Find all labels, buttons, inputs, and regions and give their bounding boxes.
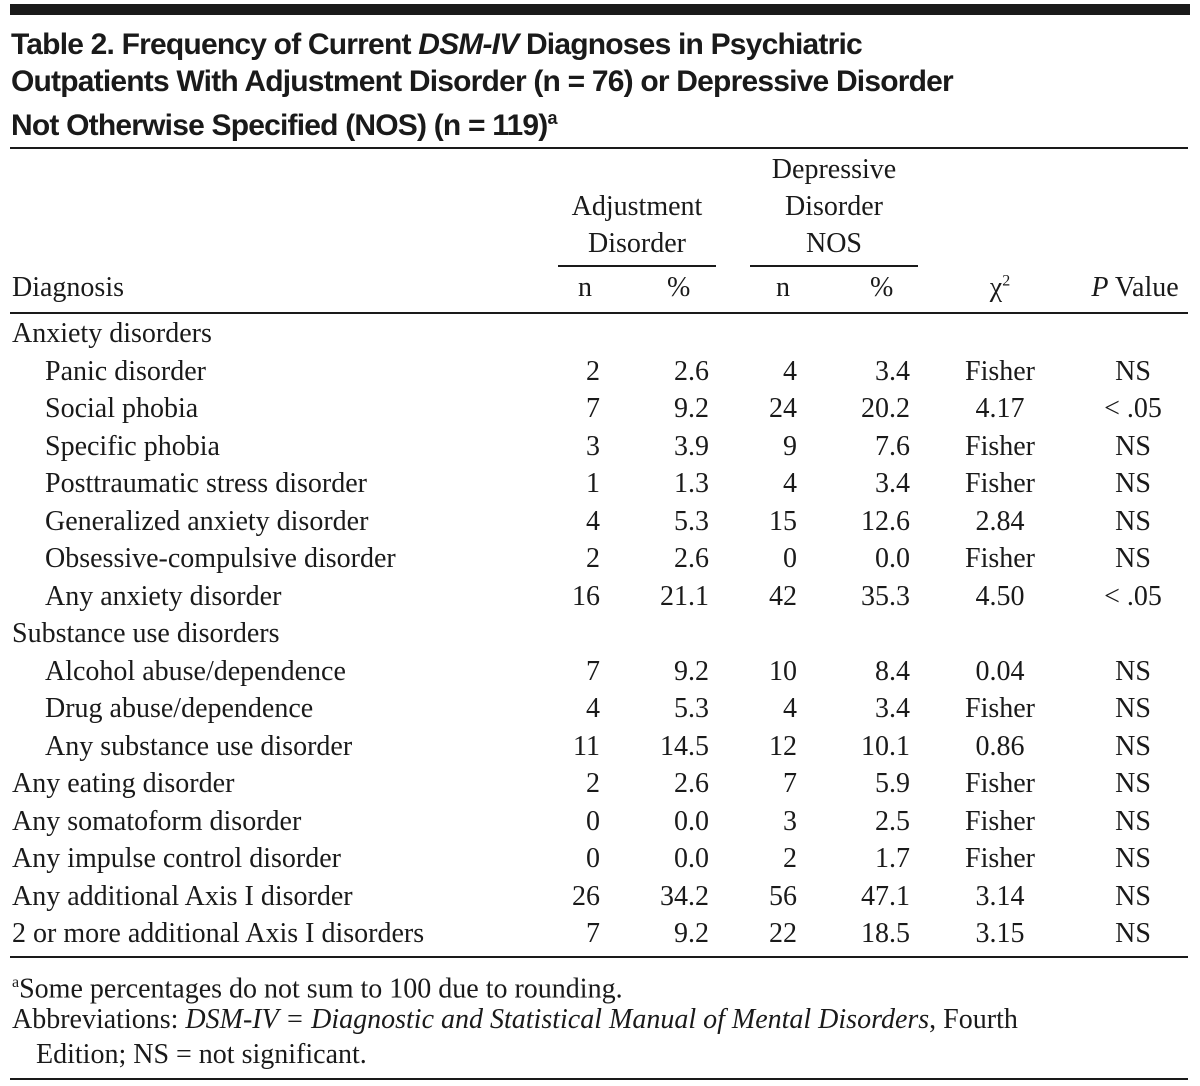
cell-pct-adjustment: 1.3 (674, 468, 709, 499)
cell-pct-adjustment: 5.3 (674, 693, 709, 724)
table-row (0, 656, 1200, 694)
cell-n-depressive: 56 (769, 880, 797, 912)
cell-diagnosis: Any eating disorder (12, 768, 235, 799)
cell-n-adjustment: 7 (586, 393, 600, 424)
cell-p-value: NS (1115, 730, 1151, 762)
cell-pct-adjustment: 0.0 (674, 843, 709, 874)
cell-chi-square: 0.04 (975, 655, 1025, 687)
group-header-line: Adjustment (571, 191, 703, 222)
cell-chi-square: Fisher (965, 693, 1035, 724)
cell-p-value: NS (1115, 543, 1151, 574)
cell-n-adjustment: 2 (586, 355, 600, 387)
cell-n-depressive: 7 (783, 768, 797, 799)
cell-n-adjustment: 4 (586, 505, 600, 537)
cell-p-value: < .05 (1104, 580, 1162, 612)
cell-n-depressive: 42 (769, 580, 797, 612)
cell-diagnosis: Drug abuse/dependence (45, 693, 314, 724)
rule-bottom (10, 956, 1188, 958)
cell-n-depressive: 4 (783, 693, 797, 724)
section-header-row (0, 618, 1200, 656)
table-row (0, 806, 1200, 844)
cell-pct-depressive: 35.3 (861, 580, 910, 612)
cell-p-value: NS (1115, 843, 1151, 874)
cell-n-depressive: 15 (769, 505, 797, 537)
cell-n-adjustment: 4 (586, 693, 600, 724)
cell-chi-square: 0.86 (975, 730, 1025, 762)
chi-superscript: 2 (1002, 272, 1011, 290)
cell-pct-depressive: 18.5 (861, 918, 910, 949)
group-header-line: Depressive (771, 154, 897, 185)
cell-diagnosis: Any additional Axis I disorder (12, 880, 353, 912)
group-header-depressive (750, 151, 918, 262)
cell-n-adjustment: 2 (586, 543, 600, 574)
col-header-pct-adjustment: % (667, 272, 691, 303)
cell-pct-adjustment: 9.2 (674, 393, 709, 424)
cell-diagnosis: Substance use disorders (12, 618, 280, 649)
cell-n-depressive: 24 (769, 393, 797, 424)
group-rule-depressive (750, 265, 918, 267)
top-bar (10, 4, 1190, 15)
cell-diagnosis: Specific phobia (45, 430, 220, 462)
group-header-line: NOS (805, 228, 862, 259)
cell-diagnosis: Anxiety disorders (12, 318, 212, 349)
cell-pct-depressive: 5.9 (875, 768, 910, 799)
title-line-2: Outpatients With Adjustment Disorder (n = 76) or Depressive Disorder (11, 65, 953, 98)
table-row (0, 918, 1200, 956)
cell-pct-adjustment: 2.6 (674, 355, 709, 387)
cell-n-adjustment: 0 (586, 805, 600, 837)
cell-pct-adjustment: 14.5 (660, 730, 709, 762)
cell-n-depressive: 12 (769, 730, 797, 762)
cell-n-depressive: 0 (783, 543, 797, 574)
col-header-n-depressive: n (776, 272, 790, 303)
footnote-mark: a (12, 974, 20, 991)
table-row (0, 843, 1200, 881)
cell-chi-square: Fisher (965, 843, 1035, 874)
cell-diagnosis: 2 or more additional Axis I disorders (12, 918, 425, 949)
abbr-rest: , Fourth (929, 1004, 1018, 1035)
cell-p-value: NS (1115, 355, 1151, 387)
table-title (11, 26, 1191, 144)
cell-diagnosis: Obsessive-compulsive disorder (45, 543, 396, 574)
cell-pct-adjustment: 5.3 (674, 505, 709, 537)
cell-n-depressive: 2 (783, 843, 797, 874)
section-header-row (0, 318, 1200, 356)
footnote-text: Some percentages do not sum to 100 due to rounding. (19, 973, 623, 1005)
p-italic: P (1091, 272, 1109, 303)
rule-top (10, 147, 1188, 149)
cell-pct-adjustment: 3.9 (674, 430, 709, 462)
cell-p-value: NS (1115, 430, 1151, 462)
group-header-line: Disorder (588, 228, 686, 259)
cell-pct-depressive: 3.4 (875, 693, 910, 724)
table-row (0, 356, 1200, 394)
cell-chi-square: 3.15 (975, 918, 1025, 949)
cell-p-value: NS (1115, 468, 1151, 499)
cell-n-depressive: 10 (769, 655, 797, 687)
cell-chi-square: Fisher (965, 543, 1035, 574)
cell-diagnosis: Posttraumatic stress disorder (45, 468, 367, 499)
title-line-3: Not Otherwise Specified (NOS) (n = 119) (11, 109, 548, 142)
cell-chi-square: 3.14 (975, 880, 1025, 912)
table-row (0, 393, 1200, 431)
col-header-pct-depressive: % (870, 272, 894, 303)
cell-p-value: NS (1115, 693, 1151, 724)
cell-chi-square: Fisher (965, 468, 1035, 499)
cell-chi-square: Fisher (965, 805, 1035, 837)
column-header-row (0, 272, 1200, 310)
p-rest: Value (1108, 272, 1179, 303)
cell-pct-depressive: 1.7 (875, 843, 910, 874)
cell-pct-adjustment: 2.6 (674, 768, 709, 799)
cell-p-value: < .05 (1104, 393, 1162, 424)
title-footnote-mark: a (547, 108, 557, 128)
group-header-adjustment (558, 188, 716, 262)
cell-diagnosis: Generalized anxiety disorder (45, 505, 369, 537)
title-text: Table 2. Frequency of Current (11, 28, 419, 61)
cell-pct-depressive: 7.6 (875, 430, 910, 462)
cell-pct-depressive: 12.6 (861, 505, 910, 537)
cell-n-depressive: 4 (783, 355, 797, 387)
cell-n-adjustment: 0 (586, 843, 600, 874)
cell-pct-depressive: 20.2 (861, 393, 910, 424)
rule-header (10, 312, 1188, 314)
table-row (0, 731, 1200, 769)
table-row (0, 506, 1200, 544)
cell-pct-depressive: 2.5 (875, 805, 910, 837)
cell-pct-depressive: 3.4 (875, 355, 910, 387)
cell-n-depressive: 4 (783, 468, 797, 499)
title-text: Diagnoses in Psychiatric (518, 28, 862, 61)
table-row (0, 543, 1200, 581)
cell-pct-adjustment: 9.2 (674, 918, 709, 949)
footnote-abbreviations-line2: Edition; NS = not significant. (36, 1039, 367, 1070)
cell-diagnosis: Any impulse control disorder (12, 843, 341, 874)
cell-pct-depressive: 10.1 (861, 730, 910, 762)
abbr-italic: DSM-IV = Diagnostic and Statistical Manual of Mental Disorders (185, 1004, 930, 1035)
cell-n-depressive: 9 (783, 430, 797, 462)
cell-n-adjustment: 7 (586, 918, 600, 949)
cell-diagnosis: Alcohol abuse/dependence (45, 655, 346, 687)
cell-chi-square: 2.84 (975, 505, 1025, 537)
cell-pct-depressive: 47.1 (861, 880, 910, 912)
footnote-a (12, 965, 623, 1006)
cell-p-value: NS (1115, 655, 1151, 687)
footnote-abbreviations (12, 1002, 1018, 1037)
cell-pct-adjustment: 0.0 (674, 805, 709, 837)
cell-diagnosis: Any anxiety disorder (45, 580, 282, 612)
cell-diagnosis: Any somatoform disorder (12, 805, 302, 837)
cell-pct-depressive: 0.0 (875, 543, 910, 574)
cell-n-adjustment: 11 (573, 730, 600, 762)
table-row (0, 581, 1200, 619)
col-header-p-value (1080, 272, 1190, 304)
col-header-n-adjustment: n (578, 272, 592, 303)
col-header-chi-square (950, 272, 1050, 304)
rule-end (10, 1078, 1188, 1080)
cell-n-adjustment: 2 (586, 768, 600, 799)
title-italic: DSM-IV (418, 28, 519, 61)
table-row (0, 468, 1200, 506)
abbr-prefix: Abbreviations: (12, 1004, 186, 1035)
cell-diagnosis: Social phobia (45, 393, 199, 424)
cell-p-value: NS (1115, 918, 1151, 949)
chi-symbol: χ (989, 272, 1003, 303)
cell-chi-square: Fisher (965, 355, 1035, 387)
table-row (0, 768, 1200, 806)
cell-pct-adjustment: 21.1 (660, 580, 709, 612)
cell-n-adjustment: 26 (572, 880, 600, 912)
cell-n-adjustment: 7 (586, 655, 600, 687)
cell-n-depressive: 22 (769, 918, 797, 949)
cell-n-adjustment: 16 (572, 580, 600, 612)
cell-pct-adjustment: 9.2 (674, 655, 709, 687)
cell-p-value: NS (1115, 768, 1151, 799)
cell-n-depressive: 3 (783, 805, 797, 837)
col-header-diagnosis: Diagnosis (12, 272, 124, 303)
cell-p-value: NS (1115, 805, 1151, 837)
cell-pct-adjustment: 34.2 (660, 880, 709, 912)
cell-pct-depressive: 8.4 (875, 655, 910, 687)
cell-n-adjustment: 3 (586, 430, 600, 462)
cell-diagnosis: Any substance use disorder (45, 730, 353, 762)
table-row (0, 881, 1200, 919)
group-rule-adjustment (558, 265, 716, 267)
group-header-line: Disorder (785, 191, 883, 222)
table-row (0, 693, 1200, 731)
cell-chi-square: 4.17 (975, 393, 1025, 424)
cell-pct-depressive: 3.4 (875, 468, 910, 499)
cell-chi-square: 4.50 (975, 580, 1025, 612)
cell-chi-square: Fisher (965, 768, 1035, 799)
cell-p-value: NS (1115, 880, 1151, 912)
cell-chi-square: Fisher (965, 430, 1035, 462)
cell-diagnosis: Panic disorder (45, 355, 206, 387)
cell-n-adjustment: 1 (586, 468, 600, 499)
cell-p-value: NS (1115, 505, 1151, 537)
cell-pct-adjustment: 2.6 (674, 543, 709, 574)
table-row (0, 431, 1200, 469)
